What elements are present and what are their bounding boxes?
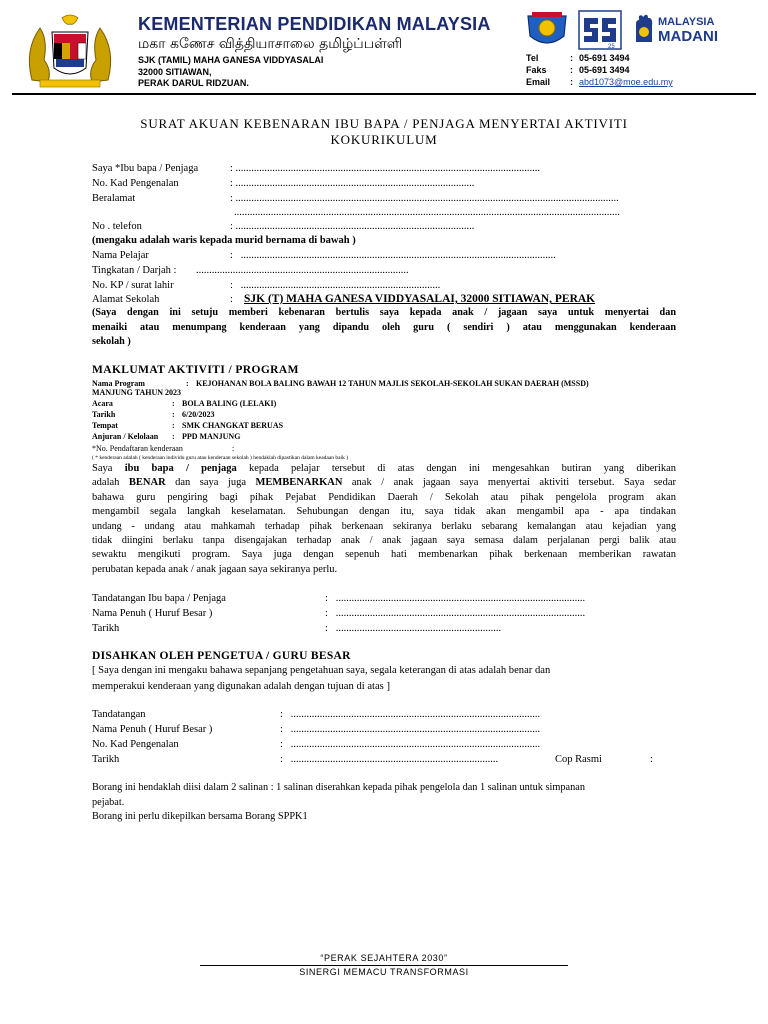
field-label-ic: No. Kad Pengenalan	[92, 178, 179, 189]
consent-line3: sekolah )	[92, 336, 131, 347]
field-class[interactable]: .................................................................................	[196, 265, 409, 276]
activity-label-venue: Tempat	[92, 421, 118, 430]
school-name: SJK (TAMIL) MAHA GANESA VIDDYASALAI	[138, 55, 324, 65]
tel-value: 05-691 3494	[579, 53, 630, 63]
field-label-student: Nama Pelajar	[92, 250, 149, 261]
principal-text-line2: memperakui kenderaan yang digunakan adalah dengan tujuan di atas ]	[92, 681, 390, 692]
form-title-line1: SURAT AKUAN KEBENARAN IBU BAPA / PENJAGA MENYERTAI AKTIVITI	[140, 116, 628, 131]
footer-tagline: SINERGI MEMACU TRANSFORMASI	[299, 967, 469, 977]
school-address-line2: PERAK DARUL RIDZUAN.	[138, 78, 249, 88]
field-label-phone: No . telefon	[92, 221, 142, 232]
field-label-school-address: Alamat Sekolah	[92, 294, 160, 305]
field-student-name[interactable]: ........................................................................................................................	[240, 250, 556, 261]
note-line3: Borang ini perlu dikepilkan bersama Borang SPPK1	[92, 811, 308, 822]
activity-venue-value: SMK CHANGKAT BERUAS	[182, 421, 284, 430]
declaration-paragraph: Saya ibu bapa / penjaga kepada pelajar tersebut di atas dengan ini mengesahkan butiran yang diberikan adalah BENAR dan saya juga MEMBENARKAN anak / anak jagaan saya menyertai aktiviti tersebut. Saya sedar bahawa guru pengiring bagi pihak Pejabat Pendidikan Daerah / Sekolah atau pihak pengelola program akan mengambil segala langkah keselamatan. Sehubungan dengan itu, saya tidak akan mengambil apa - apa tindakan undang - undang atau mahkamah terhadap pihak berkenaan sekiranya berlaku sebarang kemalangan atau kejadian yang tidak diingini berlaku tanpa disengajakan terhadap anak / anak jagaan saya semasa dalam perjalanan pergi balik atau sewaktu mengikuti program. Saya juga dengan sepenuh hati membenarkan pihak berkenaan memberikan rawatan perubatan kepada anak / anak jagaan saya sekiranya perlu.	[92, 463, 676, 575]
tel-label: Tel	[526, 53, 539, 63]
sign-label-parent: Tandatangan Ibu bapa / Penjaga	[92, 593, 226, 604]
fax-value: 05-691 3494	[579, 65, 630, 75]
activity-label-date: Tarikh	[92, 410, 116, 419]
principal-label-date: Tarikh	[92, 754, 120, 765]
guardian-note: (mengaku adalah waris kepada murid bernama di bawah )	[92, 235, 356, 246]
footer-slogan: “PERAK SEJAHTERA 2030”	[320, 953, 448, 963]
official-stamp-label: Cop Rasmi	[555, 754, 602, 765]
madani-logo-text-top: MALAYSIA	[658, 16, 715, 28]
official-stamp-sep: :	[650, 754, 653, 765]
sign-parent-field[interactable]: ...............................................................................................	[335, 593, 586, 604]
anniversary-number: 25	[608, 44, 615, 50]
activity-organizer-value: PPD MANJUNG	[182, 432, 241, 441]
consent-line1: (Saya dengan ini setuju memberi kebenaran bertulis saya kepada anak / jagaan saya untuk menyertai dan	[92, 307, 676, 318]
principal-heading: DISAHKAN OLEH PENGETUA / GURU BESAR	[92, 650, 351, 662]
activity-label-event: Acara	[92, 399, 113, 408]
madani-logo-text-bottom: MADANI	[658, 28, 718, 45]
email-link[interactable]: abd1073@moe.edu.my	[579, 77, 673, 87]
principal-date-field[interactable]: ...............................................................................	[290, 754, 499, 765]
field-label-address: Beralamat	[92, 193, 136, 204]
form-title-line2: KOKURIKULUM	[330, 132, 438, 147]
field-ic-number[interactable]: ...........................................................................................	[235, 178, 475, 189]
activity-program-value-cont: MANJUNG TAHUN 2023	[92, 388, 182, 397]
activity-heading: MAKLUMAT AKTIVITI / PROGRAM	[92, 364, 299, 376]
school-badge-icon	[524, 10, 570, 50]
field-birth-cert[interactable]: ............................................................................	[240, 280, 441, 291]
sign-fullname-field[interactable]: ...............................................................................................	[335, 608, 586, 619]
field-label-birth-cert: No. KP / surat lahir	[92, 280, 174, 291]
principal-signature-field[interactable]: ...............................................................................................	[290, 709, 541, 720]
principal-label-fullname: Nama Penuh ( Huruf Besar )	[92, 724, 213, 735]
activity-event-value: BOLA BALING (LELAKI)	[182, 399, 277, 408]
activity-date-value: 6/20/2023	[182, 410, 215, 419]
field-phone[interactable]: ...........................................................................................	[235, 221, 475, 232]
activity-label-organizer: Anjuran / Kelolaan	[92, 432, 159, 441]
email-label: Email	[526, 77, 551, 87]
field-parent-name[interactable]: ....................................................................................................................	[235, 163, 541, 174]
malaysia-coat-of-arms-icon	[22, 10, 118, 90]
consent-line2: menaiki atau menumpang kenderaan yang dipandu oleh guru ( sendiri ) atau menggunakan kenderaan	[92, 322, 676, 333]
school-address-line1: 32000 SITIAWAN,	[138, 67, 212, 77]
field-address-line2[interactable]: ...................................................................................................................................................	[234, 207, 620, 218]
principal-text-line1: [ Saya dengan ini mengaku bahawa sepanjang pengetahuan saya, segala keterangan di atas adalah benar dan	[92, 665, 551, 676]
activity-label-vehicle: *No. Pendaftaran kenderaan	[92, 444, 183, 453]
field-address-line1[interactable]: ..................................................................................................................................................	[235, 193, 619, 204]
note-line2: pejabat.	[92, 797, 125, 808]
note-line1: Borang ini hendaklah diisi dalam 2 salinan : 1 salinan diserahkan kepada pihak pengelola dan 1 salinan untuk simpanan	[92, 782, 585, 793]
principal-label-ic: No. Kad Pengenalan	[92, 739, 179, 750]
fax-label: Faks	[526, 65, 547, 75]
sign-date-field[interactable]: ...............................................................	[335, 623, 502, 634]
sign-label-fullname: Nama Penuh ( Huruf Besar )	[92, 608, 213, 619]
principal-fullname-field[interactable]: ...............................................................................................	[290, 724, 541, 735]
madani-hand-icon	[632, 12, 656, 46]
anniversary-25-icon	[578, 10, 622, 50]
header-divider	[12, 93, 756, 95]
sign-label-date: Tarikh	[92, 623, 120, 634]
principal-ic-field[interactable]: ...............................................................................................	[290, 739, 541, 750]
vehicle-footnote: ( * kenderaan adalah ( kenderaan individu guru atau kenderaan sekolah ) hendaklah dipastikan dalam keadaan baik )	[92, 455, 349, 461]
activity-label-program: Nama Program	[92, 379, 145, 388]
school-address-value: SJK (T) MAHA GANESA VIDDYASALAI, 32000 SITIAWAN, PERAK	[244, 293, 596, 305]
footer-divider	[200, 965, 568, 966]
principal-label-signature: Tandatangan	[92, 709, 146, 720]
activity-program-value: KEJOHANAN BOLA BALING BAWAH 12 TAHUN MAJLIS SEKOLAH-SEKOLAH SUKAN DAERAH (MSSD)	[196, 379, 589, 388]
school-tamil-name: மகா கணேச வித்தியாசாலை தமிழ்ப்பள்ளி	[138, 36, 403, 52]
ministry-name: KEMENTERIAN PENDIDIKAN MALAYSIA	[138, 14, 491, 34]
field-label-class: Tingkatan / Darjah :	[92, 265, 177, 276]
field-label-parent: Saya *Ibu bapa / Penjaga	[92, 163, 199, 174]
